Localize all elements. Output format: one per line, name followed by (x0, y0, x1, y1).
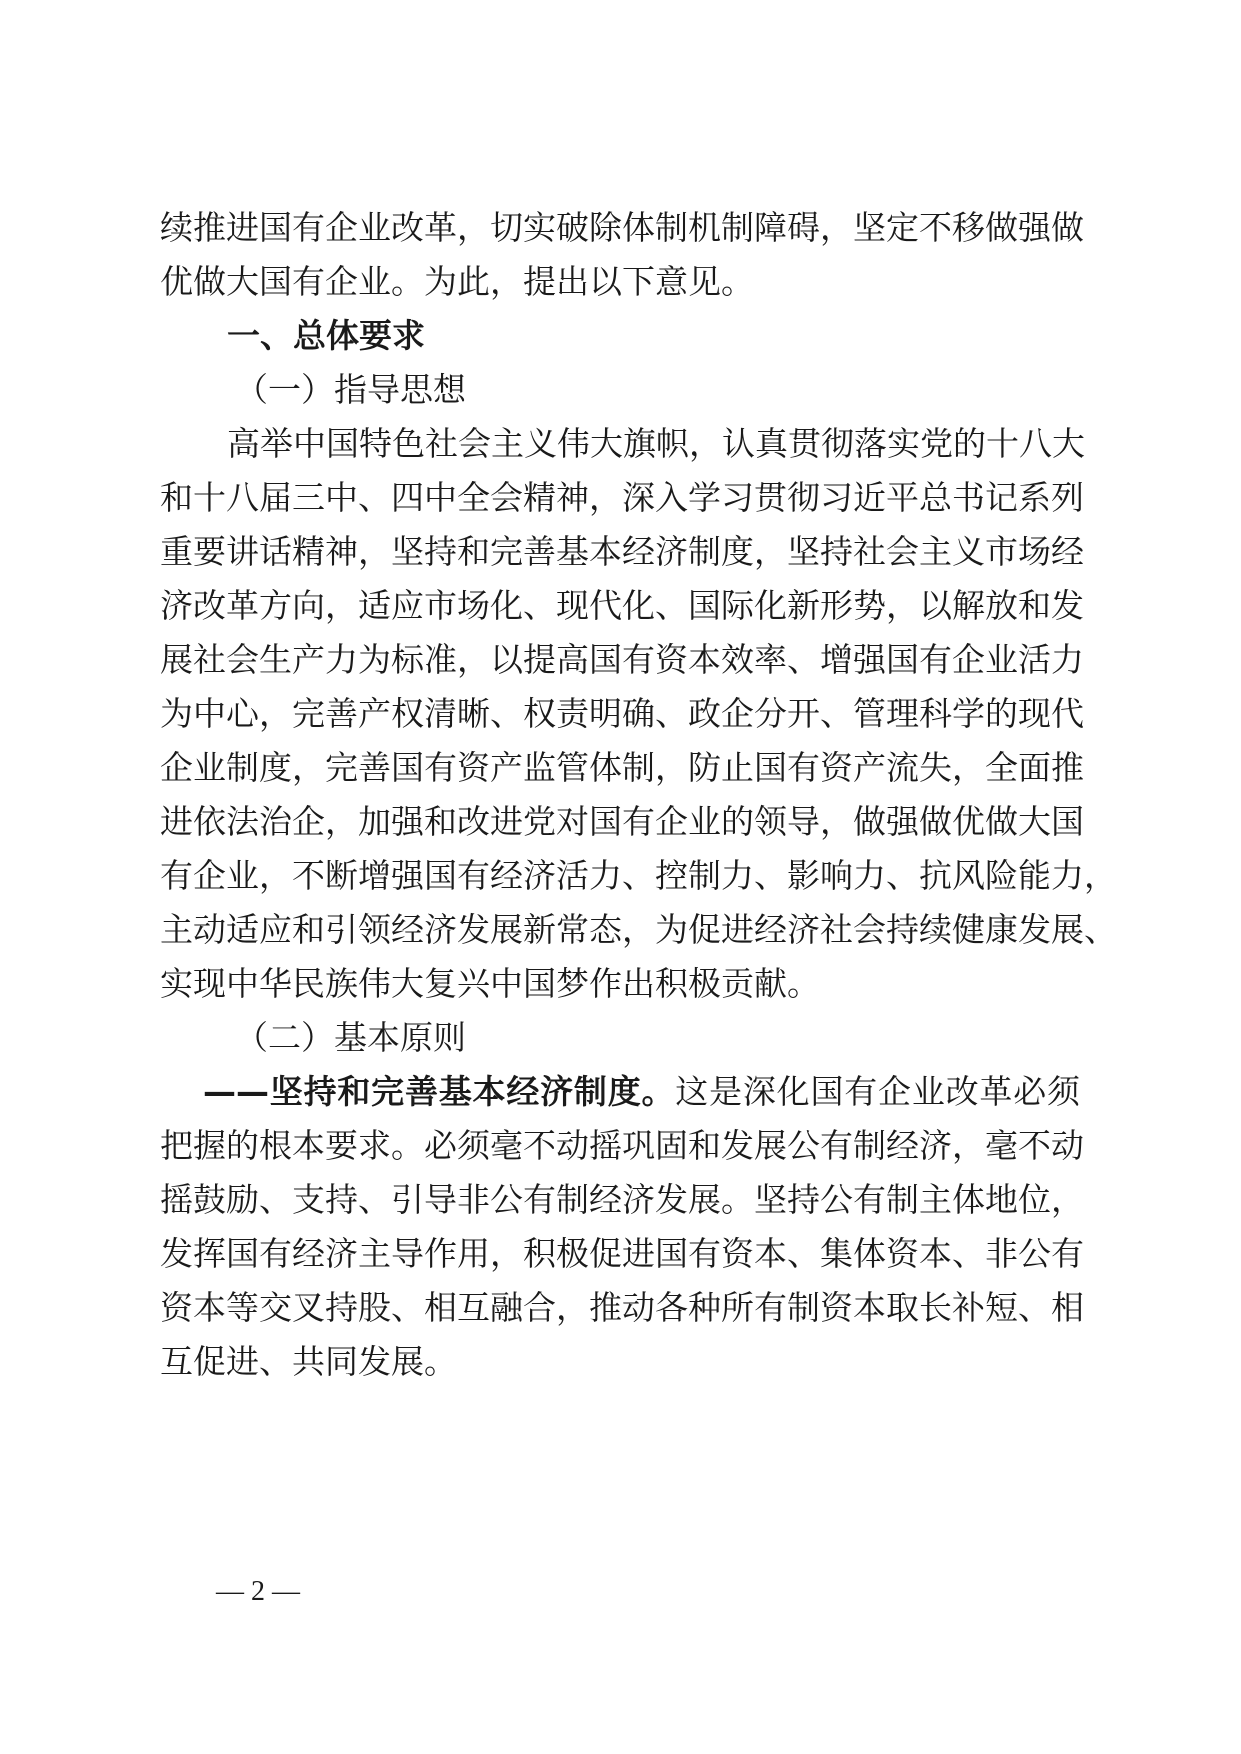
body-line: 为中心，完善产权清晰、权责明确、政企分开、管理科学的现代 (160, 694, 1084, 733)
page-number: — 2 — (216, 1576, 300, 1607)
body-line: 把握的根本要求。必须毫不动摇巩固和发展公有制经济，毫不动 (160, 1126, 1084, 1165)
body-line: 进依法治企，加强和改进党对国有企业的领导，做强做优做大国 (160, 802, 1084, 841)
principle-first-line (203, 1072, 1080, 1112)
subsection-heading: （一）指导思想 (235, 370, 466, 409)
body-line: 企业制度，完善国有资产监管体制，防止国有资产流失，全面推 (160, 748, 1084, 787)
body-line: 续推进国有企业改革，切实破除体制机制障碍，坚定不移做强做 (160, 208, 1084, 247)
body-line: 发挥国有经济主导作用，积极促进国有资本、集体资本、非公有 (160, 1234, 1084, 1273)
section-heading: 一、总体要求 (227, 316, 425, 355)
body-line: 优做大国有企业。为此，提出以下意见。 (160, 262, 754, 301)
body-line: 资本等交叉持股、相互融合，推动各种所有制资本取长补短、相 (160, 1288, 1084, 1327)
body-line: 高举中国特色社会主义伟大旗帜，认真贯彻落实党的十八大 (227, 424, 1085, 463)
subsection-heading: （二）基本原则 (235, 1018, 466, 1057)
body-line: 济改革方向，适应市场化、现代化、国际化新形势，以解放和发 (160, 586, 1084, 625)
body-line: 实现中华民族伟大复兴中国梦作出积极贡献。 (160, 964, 820, 1003)
body-line: 有企业，不断增强国有经济活力、控制力、影响力、抗风险能力， (160, 856, 1117, 895)
body-line: 重要讲话精神，坚持和完善基本经济制度，坚持社会主义市场经 (160, 532, 1084, 571)
body-line: 互促进、共同发展。 (160, 1342, 457, 1381)
principle-title: ——坚持和完善基本经济制度。 (203, 1072, 676, 1111)
body-line: 和十八届三中、四中全会精神，深入学习贯彻习近平总书记系列 (160, 478, 1084, 517)
body-line: 摇鼓励、支持、引导非公有制经济发展。坚持公有制主体地位， (160, 1180, 1084, 1219)
body-line: 主动适应和引领经济发展新常态，为促进经济社会持续健康发展、 (160, 910, 1117, 949)
principle-text: 这是深化国有企业改革必须 (675, 1072, 1081, 1111)
body-line: 展社会生产力为标准，以提高国有资本效率、增强国有企业活力 (160, 640, 1084, 679)
